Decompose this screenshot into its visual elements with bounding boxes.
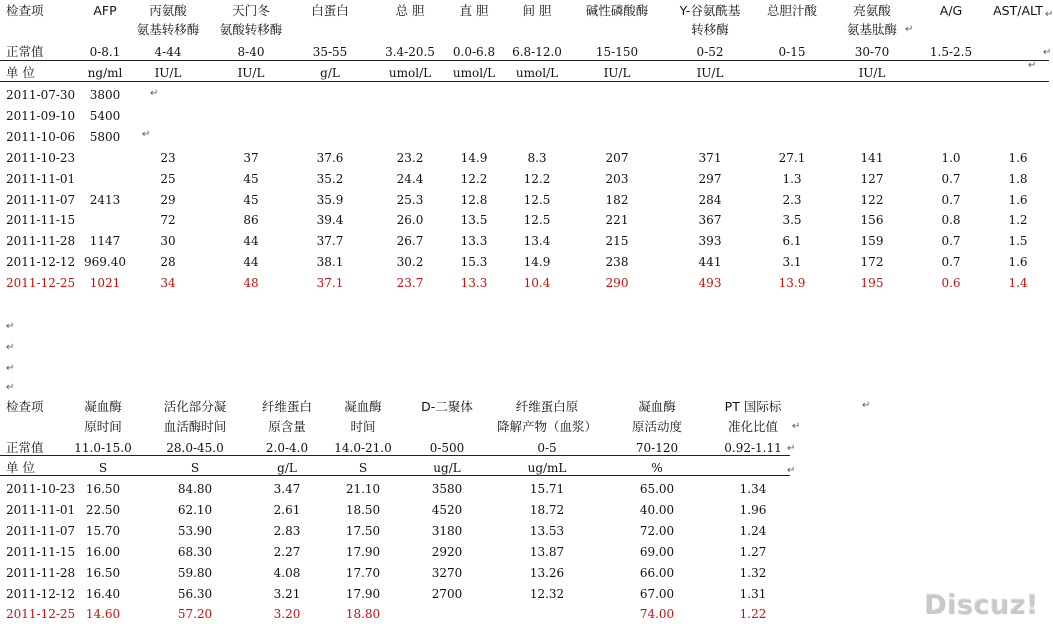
table-rule bbox=[0, 60, 1049, 61]
table-cell: 23.2 bbox=[396, 151, 424, 165]
column-header: 总 胆 bbox=[395, 3, 425, 18]
table-cell: 21.10 bbox=[345, 482, 381, 496]
table-cell: 1.31 bbox=[739, 587, 767, 601]
normal-range: 4-44 bbox=[154, 45, 182, 59]
table-cell: 1.27 bbox=[739, 545, 767, 559]
table-cell: 16.40 bbox=[85, 587, 121, 601]
table-cell: 45 bbox=[243, 193, 259, 207]
table-cell: 1021 bbox=[89, 276, 121, 290]
column-header-line2: 血活酶时间 bbox=[163, 419, 227, 434]
table-cell: 969.40 bbox=[84, 255, 126, 269]
table-cell: 367 bbox=[698, 213, 722, 227]
table-cell: 72.00 bbox=[639, 524, 675, 538]
column-header: 检查项 bbox=[6, 3, 44, 18]
table-cell: 207 bbox=[605, 151, 629, 165]
normal-range: 0.0-6.8 bbox=[452, 45, 496, 59]
paragraph-mark-icon: ↵ bbox=[787, 443, 796, 454]
discuz-watermark: Discuz! bbox=[924, 590, 1039, 621]
table-cell: 68.30 bbox=[177, 545, 213, 559]
table-cell: 0.7 bbox=[941, 234, 961, 248]
unit: g/L bbox=[320, 66, 340, 80]
unit: S bbox=[190, 461, 200, 475]
table-cell: 2920 bbox=[431, 545, 463, 559]
table-cell: 16.50 bbox=[85, 566, 121, 580]
row-date: 2011-10-06 bbox=[6, 130, 76, 144]
normal-range: 35-55 bbox=[312, 45, 348, 59]
table-cell: 24.4 bbox=[396, 172, 424, 186]
unit: umol/L bbox=[452, 66, 496, 80]
table-cell: 172 bbox=[860, 255, 884, 269]
table-cell: 1.6 bbox=[1008, 193, 1028, 207]
normal-range: 1.5-2.5 bbox=[929, 45, 973, 59]
table-cell: 284 bbox=[698, 193, 722, 207]
table-cell: 17.70 bbox=[345, 566, 381, 580]
table-cell: 26.0 bbox=[396, 213, 424, 227]
paragraph-mark-icon: ↵ bbox=[142, 129, 151, 140]
table-cell: 17.90 bbox=[345, 545, 381, 559]
column-header-line2: 原时间 bbox=[84, 419, 122, 434]
table-cell: 72 bbox=[160, 213, 176, 227]
table-cell: 15.70 bbox=[85, 524, 121, 538]
table-cell: 221 bbox=[605, 213, 629, 227]
table-cell: 1.96 bbox=[739, 503, 767, 517]
table-cell: 5800 bbox=[89, 130, 121, 144]
table-cell: 1.34 bbox=[739, 482, 767, 496]
table-cell: 69.00 bbox=[639, 545, 675, 559]
table-cell: 66.00 bbox=[639, 566, 675, 580]
table-cell: 30.2 bbox=[396, 255, 424, 269]
table-cell: 2.83 bbox=[273, 524, 301, 538]
table-cell: 18.72 bbox=[529, 503, 565, 517]
column-header: 活化部分凝 bbox=[163, 399, 227, 414]
table-cell: 84.80 bbox=[177, 482, 213, 496]
table-cell: 159 bbox=[860, 234, 884, 248]
unit: ng/ml bbox=[87, 66, 123, 80]
row-date: 2011-07-30 bbox=[6, 88, 76, 102]
table-cell: 12.2 bbox=[523, 172, 551, 186]
table-cell: 13.53 bbox=[529, 524, 565, 538]
table-cell: 3.5 bbox=[782, 213, 802, 227]
paragraph-mark-icon: ↵ bbox=[6, 321, 15, 332]
table-cell: 127 bbox=[860, 172, 884, 186]
table-cell: 1.6 bbox=[1008, 151, 1028, 165]
row-date: 2011-11-07 bbox=[6, 524, 76, 538]
table-cell: 74.00 bbox=[639, 607, 675, 621]
paragraph-mark-icon: ↵ bbox=[1045, 9, 1053, 20]
normal-range: 0-15 bbox=[778, 45, 806, 59]
table-cell: 0.7 bbox=[941, 172, 961, 186]
table-cell: 23.7 bbox=[396, 276, 424, 290]
normal-range: 0-5 bbox=[537, 441, 557, 455]
unit: IU/L bbox=[154, 66, 182, 80]
row-date: 2011-12-12 bbox=[6, 587, 76, 601]
unit: IU/L bbox=[237, 66, 265, 80]
normal-range: 3.4-20.5 bbox=[385, 45, 435, 59]
row-date: 2011-12-25 bbox=[6, 607, 76, 621]
table-cell: 37.7 bbox=[316, 234, 344, 248]
row-date: 2011-11-01 bbox=[6, 503, 76, 517]
table-cell: 48 bbox=[243, 276, 259, 290]
unit: S bbox=[358, 461, 368, 475]
table-cell: 86 bbox=[243, 213, 259, 227]
normal-range: 28.0-45.0 bbox=[166, 441, 224, 455]
row-date: 2011-12-25 bbox=[6, 276, 76, 290]
table-cell: 13.4 bbox=[523, 234, 551, 248]
unit: umol/L bbox=[388, 66, 432, 80]
table-cell: 26.7 bbox=[396, 234, 424, 248]
column-header: PT 国际标 bbox=[724, 399, 782, 414]
table-cell: 62.10 bbox=[177, 503, 213, 517]
table-cell: 13.3 bbox=[460, 276, 488, 290]
table-cell: 182 bbox=[605, 193, 629, 207]
table-cell: 16.00 bbox=[85, 545, 121, 559]
table-cell: 2700 bbox=[431, 587, 463, 601]
table-cell: 122 bbox=[860, 193, 884, 207]
table-cell: 1.3 bbox=[782, 172, 802, 186]
table-cell: 39.4 bbox=[316, 213, 344, 227]
column-header: 白蛋白 bbox=[311, 3, 349, 18]
table-cell: 16.50 bbox=[85, 482, 121, 496]
table-cell: 1.5 bbox=[1008, 234, 1028, 248]
table-cell: 0.7 bbox=[941, 255, 961, 269]
table-cell: 2.61 bbox=[273, 503, 301, 517]
normal-range: 14.0-21.0 bbox=[334, 441, 392, 455]
normal-range: 70-120 bbox=[635, 441, 679, 455]
table-cell: 371 bbox=[698, 151, 722, 165]
table-cell: 2413 bbox=[89, 193, 121, 207]
table-cell: 12.5 bbox=[523, 193, 551, 207]
unit: IU/L bbox=[603, 66, 631, 80]
column-header-line2: 氨酸转移酶 bbox=[219, 22, 283, 37]
row-date: 2011-11-28 bbox=[6, 234, 76, 248]
table-cell: 25 bbox=[160, 172, 176, 186]
table-cell: 1147 bbox=[89, 234, 121, 248]
paragraph-mark-icon: ↵ bbox=[6, 363, 15, 374]
table-cell: 40.00 bbox=[639, 503, 675, 517]
table-cell: 13.87 bbox=[529, 545, 565, 559]
table-cell: 8.3 bbox=[527, 151, 547, 165]
table-cell: 0.8 bbox=[941, 213, 961, 227]
row-date: 2011-10-23 bbox=[6, 151, 76, 165]
column-header: 天门冬 bbox=[232, 3, 270, 18]
table-cell: 44 bbox=[243, 234, 259, 248]
unit: 单 位 bbox=[6, 65, 35, 80]
table-cell: 1.6 bbox=[1008, 255, 1028, 269]
column-header: 纤维蛋白原 bbox=[515, 399, 579, 414]
table-cell: 3.20 bbox=[273, 607, 301, 621]
normal-range: 0-52 bbox=[696, 45, 724, 59]
table-cell: 493 bbox=[698, 276, 722, 290]
table-cell: 3.47 bbox=[273, 482, 301, 496]
table-cell: 67.00 bbox=[639, 587, 675, 601]
table-cell: 35.9 bbox=[316, 193, 344, 207]
table-cell: 13.26 bbox=[529, 566, 565, 580]
column-header: 总胆汁酸 bbox=[766, 3, 818, 18]
normal-range: 2.0-4.0 bbox=[265, 441, 309, 455]
table-rule bbox=[0, 475, 790, 476]
table-cell: 15.3 bbox=[460, 255, 488, 269]
column-header: D-二聚体 bbox=[421, 399, 473, 414]
table-cell: 1.24 bbox=[739, 524, 767, 538]
table-cell: 1.4 bbox=[1008, 276, 1028, 290]
paragraph-mark-icon: ↵ bbox=[6, 382, 15, 393]
row-date: 2011-11-01 bbox=[6, 172, 76, 186]
unit: ug/L bbox=[433, 461, 461, 475]
table-cell: 57.20 bbox=[177, 607, 213, 621]
unit: umol/L bbox=[515, 66, 559, 80]
table-cell: 12.32 bbox=[529, 587, 565, 601]
paragraph-mark-icon: ↵ bbox=[6, 342, 15, 353]
table-cell: 53.90 bbox=[177, 524, 213, 538]
normal-range: 0-8.1 bbox=[89, 45, 121, 59]
table-rule bbox=[0, 81, 1049, 82]
table-cell: 1.0 bbox=[941, 151, 961, 165]
table-cell: 56.30 bbox=[177, 587, 213, 601]
normal-range: 正常值 bbox=[6, 44, 44, 59]
paragraph-mark-icon: ↵ bbox=[792, 421, 801, 432]
table-cell: 13.9 bbox=[778, 276, 806, 290]
table-cell: 1.22 bbox=[739, 607, 767, 621]
table-rule bbox=[0, 455, 790, 456]
table-cell: 141 bbox=[860, 151, 884, 165]
table-cell: 30 bbox=[160, 234, 176, 248]
unit: IU/L bbox=[858, 66, 886, 80]
column-header-line2: 氨基肽酶 bbox=[846, 22, 898, 37]
table-cell: 22.50 bbox=[85, 503, 121, 517]
table-cell: 3180 bbox=[431, 524, 463, 538]
table-cell: 5400 bbox=[89, 109, 121, 123]
table-cell: 156 bbox=[860, 213, 884, 227]
table-cell: 37.1 bbox=[316, 276, 344, 290]
table-cell: 14.9 bbox=[460, 151, 488, 165]
table-cell: 3.1 bbox=[782, 255, 802, 269]
column-header: 碱性磷酸酶 bbox=[585, 3, 649, 18]
table-cell: 29 bbox=[160, 193, 176, 207]
table-cell: 45 bbox=[243, 172, 259, 186]
unit: IU/L bbox=[696, 66, 724, 80]
normal-range: 30-70 bbox=[854, 45, 890, 59]
normal-range: 11.0-15.0 bbox=[74, 441, 132, 455]
row-date: 2011-11-07 bbox=[6, 193, 76, 207]
table-cell: 4520 bbox=[431, 503, 463, 517]
table-cell: 44 bbox=[243, 255, 259, 269]
normal-range: 15-150 bbox=[595, 45, 639, 59]
table-cell: 14.9 bbox=[523, 255, 551, 269]
column-header-line2: 降解产物（血浆） bbox=[496, 419, 598, 434]
normal-range: 8-40 bbox=[237, 45, 265, 59]
unit: ug/mL bbox=[527, 461, 567, 475]
row-date: 2011-11-15 bbox=[6, 545, 76, 559]
table-cell: 393 bbox=[698, 234, 722, 248]
table-cell: 4.08 bbox=[273, 566, 301, 580]
column-header: 亮氨酸 bbox=[853, 3, 891, 18]
table-cell: 290 bbox=[605, 276, 629, 290]
column-header-line2: 氨基转移酶 bbox=[136, 22, 200, 37]
column-header: 凝血酶 bbox=[84, 399, 122, 414]
table-cell: 12.2 bbox=[460, 172, 488, 186]
table-cell: 2.27 bbox=[273, 545, 301, 559]
column-header-line2: 原活动度 bbox=[631, 419, 683, 434]
table-cell: 2.3 bbox=[782, 193, 802, 207]
column-header: 直 胆 bbox=[459, 3, 489, 18]
column-header: 检查项 bbox=[6, 399, 44, 414]
column-header: 凝血酶 bbox=[638, 399, 676, 414]
table-cell: 23 bbox=[160, 151, 176, 165]
column-header-line2: 原含量 bbox=[268, 419, 306, 434]
column-header: AFP bbox=[93, 3, 117, 18]
column-header: 纤维蛋白 bbox=[261, 399, 313, 414]
table-cell: 12.8 bbox=[460, 193, 488, 207]
column-header: AST/ALT bbox=[993, 3, 1043, 18]
row-date: 2011-11-15 bbox=[6, 213, 76, 227]
table-cell: 27.1 bbox=[778, 151, 806, 165]
table-cell: 203 bbox=[605, 172, 629, 186]
table-cell: 215 bbox=[605, 234, 629, 248]
table-cell: 59.80 bbox=[177, 566, 213, 580]
normal-range: 6.8-12.0 bbox=[512, 45, 562, 59]
table-cell: 37.6 bbox=[316, 151, 344, 165]
column-header: A/G bbox=[939, 3, 963, 18]
unit: 单 位 bbox=[6, 460, 35, 475]
paragraph-mark-icon: ↵ bbox=[862, 400, 871, 411]
table-cell: 1.32 bbox=[739, 566, 767, 580]
table-cell: 12.5 bbox=[523, 213, 551, 227]
table-cell: 15.71 bbox=[529, 482, 565, 496]
table-cell: 441 bbox=[698, 255, 722, 269]
paragraph-mark-icon: ↵ bbox=[1043, 47, 1052, 58]
table-cell: 65.00 bbox=[639, 482, 675, 496]
table-cell: 25.3 bbox=[396, 193, 424, 207]
table-cell: 14.60 bbox=[85, 607, 121, 621]
table-cell: 238 bbox=[605, 255, 629, 269]
table-cell: 3270 bbox=[431, 566, 463, 580]
table-cell: 28 bbox=[160, 255, 176, 269]
table-cell: 10.4 bbox=[523, 276, 551, 290]
table-cell: 3.21 bbox=[273, 587, 301, 601]
paragraph-mark-icon: ↵ bbox=[787, 465, 796, 476]
unit: g/L bbox=[277, 461, 297, 475]
column-header-line2: 转移酶 bbox=[691, 22, 729, 37]
table-cell: 3800 bbox=[89, 88, 121, 102]
table-cell: 18.80 bbox=[345, 607, 381, 621]
table-cell: 37 bbox=[243, 151, 259, 165]
unit: % bbox=[651, 461, 663, 475]
table-cell: 195 bbox=[860, 276, 884, 290]
table-cell: 17.50 bbox=[345, 524, 381, 538]
table-cell: 1.2 bbox=[1008, 213, 1028, 227]
unit: S bbox=[98, 461, 108, 475]
paragraph-mark-icon: ↵ bbox=[1028, 60, 1037, 71]
row-date: 2011-12-12 bbox=[6, 255, 76, 269]
column-header-line2: 准化比值 bbox=[727, 419, 779, 434]
table-cell: 13.3 bbox=[460, 234, 488, 248]
row-date: 2011-11-28 bbox=[6, 566, 76, 580]
table-cell: 3580 bbox=[431, 482, 463, 496]
table-cell: 34 bbox=[160, 276, 176, 290]
column-header-line2: 时间 bbox=[350, 419, 376, 434]
column-header: 丙氨酸 bbox=[149, 3, 187, 18]
column-header: 凝血酶 bbox=[344, 399, 382, 414]
column-header: Y-谷氨酰基 bbox=[679, 3, 741, 18]
table-cell: 13.5 bbox=[460, 213, 488, 227]
column-header: 间 胆 bbox=[522, 3, 552, 18]
paragraph-mark-icon: ↵ bbox=[905, 24, 914, 35]
table-cell: 6.1 bbox=[782, 234, 802, 248]
table-cell: 0.7 bbox=[941, 193, 961, 207]
table-cell: 18.50 bbox=[345, 503, 381, 517]
normal-range: 0.92-1.11 bbox=[724, 441, 782, 455]
table-cell: 38.1 bbox=[316, 255, 344, 269]
row-date: 2011-09-10 bbox=[6, 109, 76, 123]
normal-range: 正常值 bbox=[6, 440, 44, 455]
table-cell: 297 bbox=[698, 172, 722, 186]
table-cell: 1.8 bbox=[1008, 172, 1028, 186]
table-cell: 17.90 bbox=[345, 587, 381, 601]
table-cell: 35.2 bbox=[316, 172, 344, 186]
paragraph-mark-icon: ↵ bbox=[150, 88, 159, 99]
row-date: 2011-10-23 bbox=[6, 482, 76, 496]
normal-range: 0-500 bbox=[429, 441, 465, 455]
table-cell: 0.6 bbox=[941, 276, 961, 290]
